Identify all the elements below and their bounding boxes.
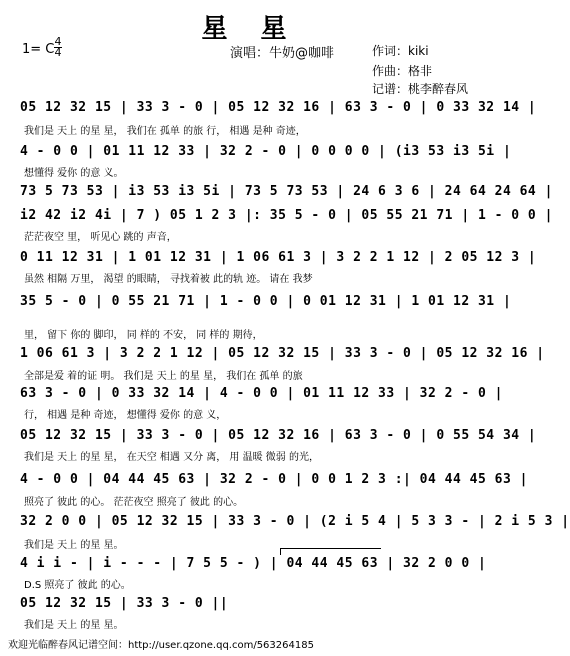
key-signature: 1= C: [22, 42, 55, 57]
time-signature-top: 4: [54, 35, 62, 48]
score-line-5-notes: 0 11 12 31 | 1 01 12 31 | 1 06 61 3 | 3 2 2 1 12 | 2 05 12 3 |: [20, 250, 537, 265]
score-line-8-notes: 63 3 - 0 | 0 33 32 14 | 4 - 0 0 | 01 11 12 33 | 32 2 - 0 |: [20, 386, 503, 401]
volta-bracket: [280, 548, 381, 555]
score-line-10-notes: 4 - 0 0 | 04 44 45 63 | 32 2 - 0 | 0 0 1 2 3 :| 04 44 45 63 |: [20, 472, 528, 487]
score-line-2-lyric: 想懂得 爱你 的意 义。: [24, 168, 124, 179]
score-line-6-notes: 35 5 - 0 | 0 55 21 71 | 1 - 0 0 | 0 01 12 31 | 1 01 12 31 |: [20, 294, 512, 309]
time-signature: [54, 37, 62, 58]
score-line-2-notes: 4 - 0 0 | 01 11 12 33 | 32 2 - 0 | 0 0 0 0 | (i3 53 i3 5i |: [20, 144, 512, 159]
transcriber-credit: 记谱：桃李醉春风: [372, 82, 469, 96]
score-line-5-lyric: 虽然 相隔 万里， 渴望 的眼睛， 寻找着被 此的轨 迹。 请在 我梦: [24, 274, 313, 285]
score-line-1-lyric: 我们是 天上 的星 星， 我们在 孤单 的旅 行， 相遇 是种 奇迹，: [24, 126, 306, 137]
footer-credit: 欢迎光临醉春风记谱空间：http://user.qzone.qq.com/563264185: [8, 640, 314, 651]
score-line-7-lyric: 全部是爱 着的证 明。 我们是 天上 的星 星， 我们在 孤单 的旅: [24, 371, 303, 382]
score-line-11-notes: 32 2 0 0 | 05 12 32 15 | 33 3 - 0 | (2 i 5 4 | 5 3 3 - | 2 i 5 3 |: [20, 514, 570, 529]
score-line-1-notes: 05 12 32 15 | 33 3 - 0 | 05 12 32 16 | 63 3 - 0 | 0 33 32 14 |: [20, 100, 537, 115]
score-line-12-notes: 4 i i - | i - - - | 7 5 5 - ) | 04 44 45 63 | 32 2 0 0 |: [20, 556, 487, 571]
score-line-12-lyric: D.S 照亮了 彼此 的心。: [24, 580, 131, 591]
time-signature-bottom: 4: [54, 46, 62, 59]
score-line-3-notes: 73 5 73 53 | i3 53 i3 5i | 73 5 73 53 | 24 6 3 6 | 24 64 24 64 |: [20, 184, 553, 199]
score-line-13-notes: 05 12 32 15 | 33 3 - 0 ||: [20, 596, 229, 611]
score-line-9-lyric: 我们是 天上 的星 星， 在天空 相遇 又分 离， 用 温暖 微弱 的光，: [24, 452, 319, 463]
score-line-13-lyric: 我们是 天上 的星 星。: [24, 620, 124, 631]
score-line-11-lyric: 我们是 天上 的星 星。: [24, 540, 124, 551]
score-line-8-lyric: 行， 相遇 是种 奇迹， 想懂得 爱你 的意 义，: [24, 410, 227, 421]
score-line-4-lyric: 茫茫夜空 里， 听见心 跳的 声音，: [24, 232, 177, 243]
singer-credit: 演唱：牛奶@咖啡: [230, 46, 335, 61]
score-line-7-notes: 1 06 61 3 | 3 2 2 1 12 | 05 12 32 15 | 33 3 - 0 | 05 12 32 16 |: [20, 346, 545, 361]
score-line-4-notes: i2 42 i2 4i | 7 ) 05 1 2 3 |: 35 5 - 0 | 05 55 21 71 | 1 - 0 0 |: [20, 208, 553, 223]
score-line-6-lyric: 里， 留下 你的 脚印， 同 样的 不安， 同 样的 期待，: [24, 330, 263, 341]
song-title: 星 星: [201, 14, 299, 44]
score-line-9-notes: 05 12 32 15 | 33 3 - 0 | 05 12 32 16 | 63 3 - 0 | 0 55 54 34 |: [20, 428, 537, 443]
score-line-10-lyric: 照亮了 彼此 的心。 茫茫夜空 照亮了 彼此 的心。: [24, 497, 244, 508]
lyricist-credit: 作词：kiki: [372, 44, 429, 58]
composer-credit: 作曲：格非: [372, 64, 433, 78]
